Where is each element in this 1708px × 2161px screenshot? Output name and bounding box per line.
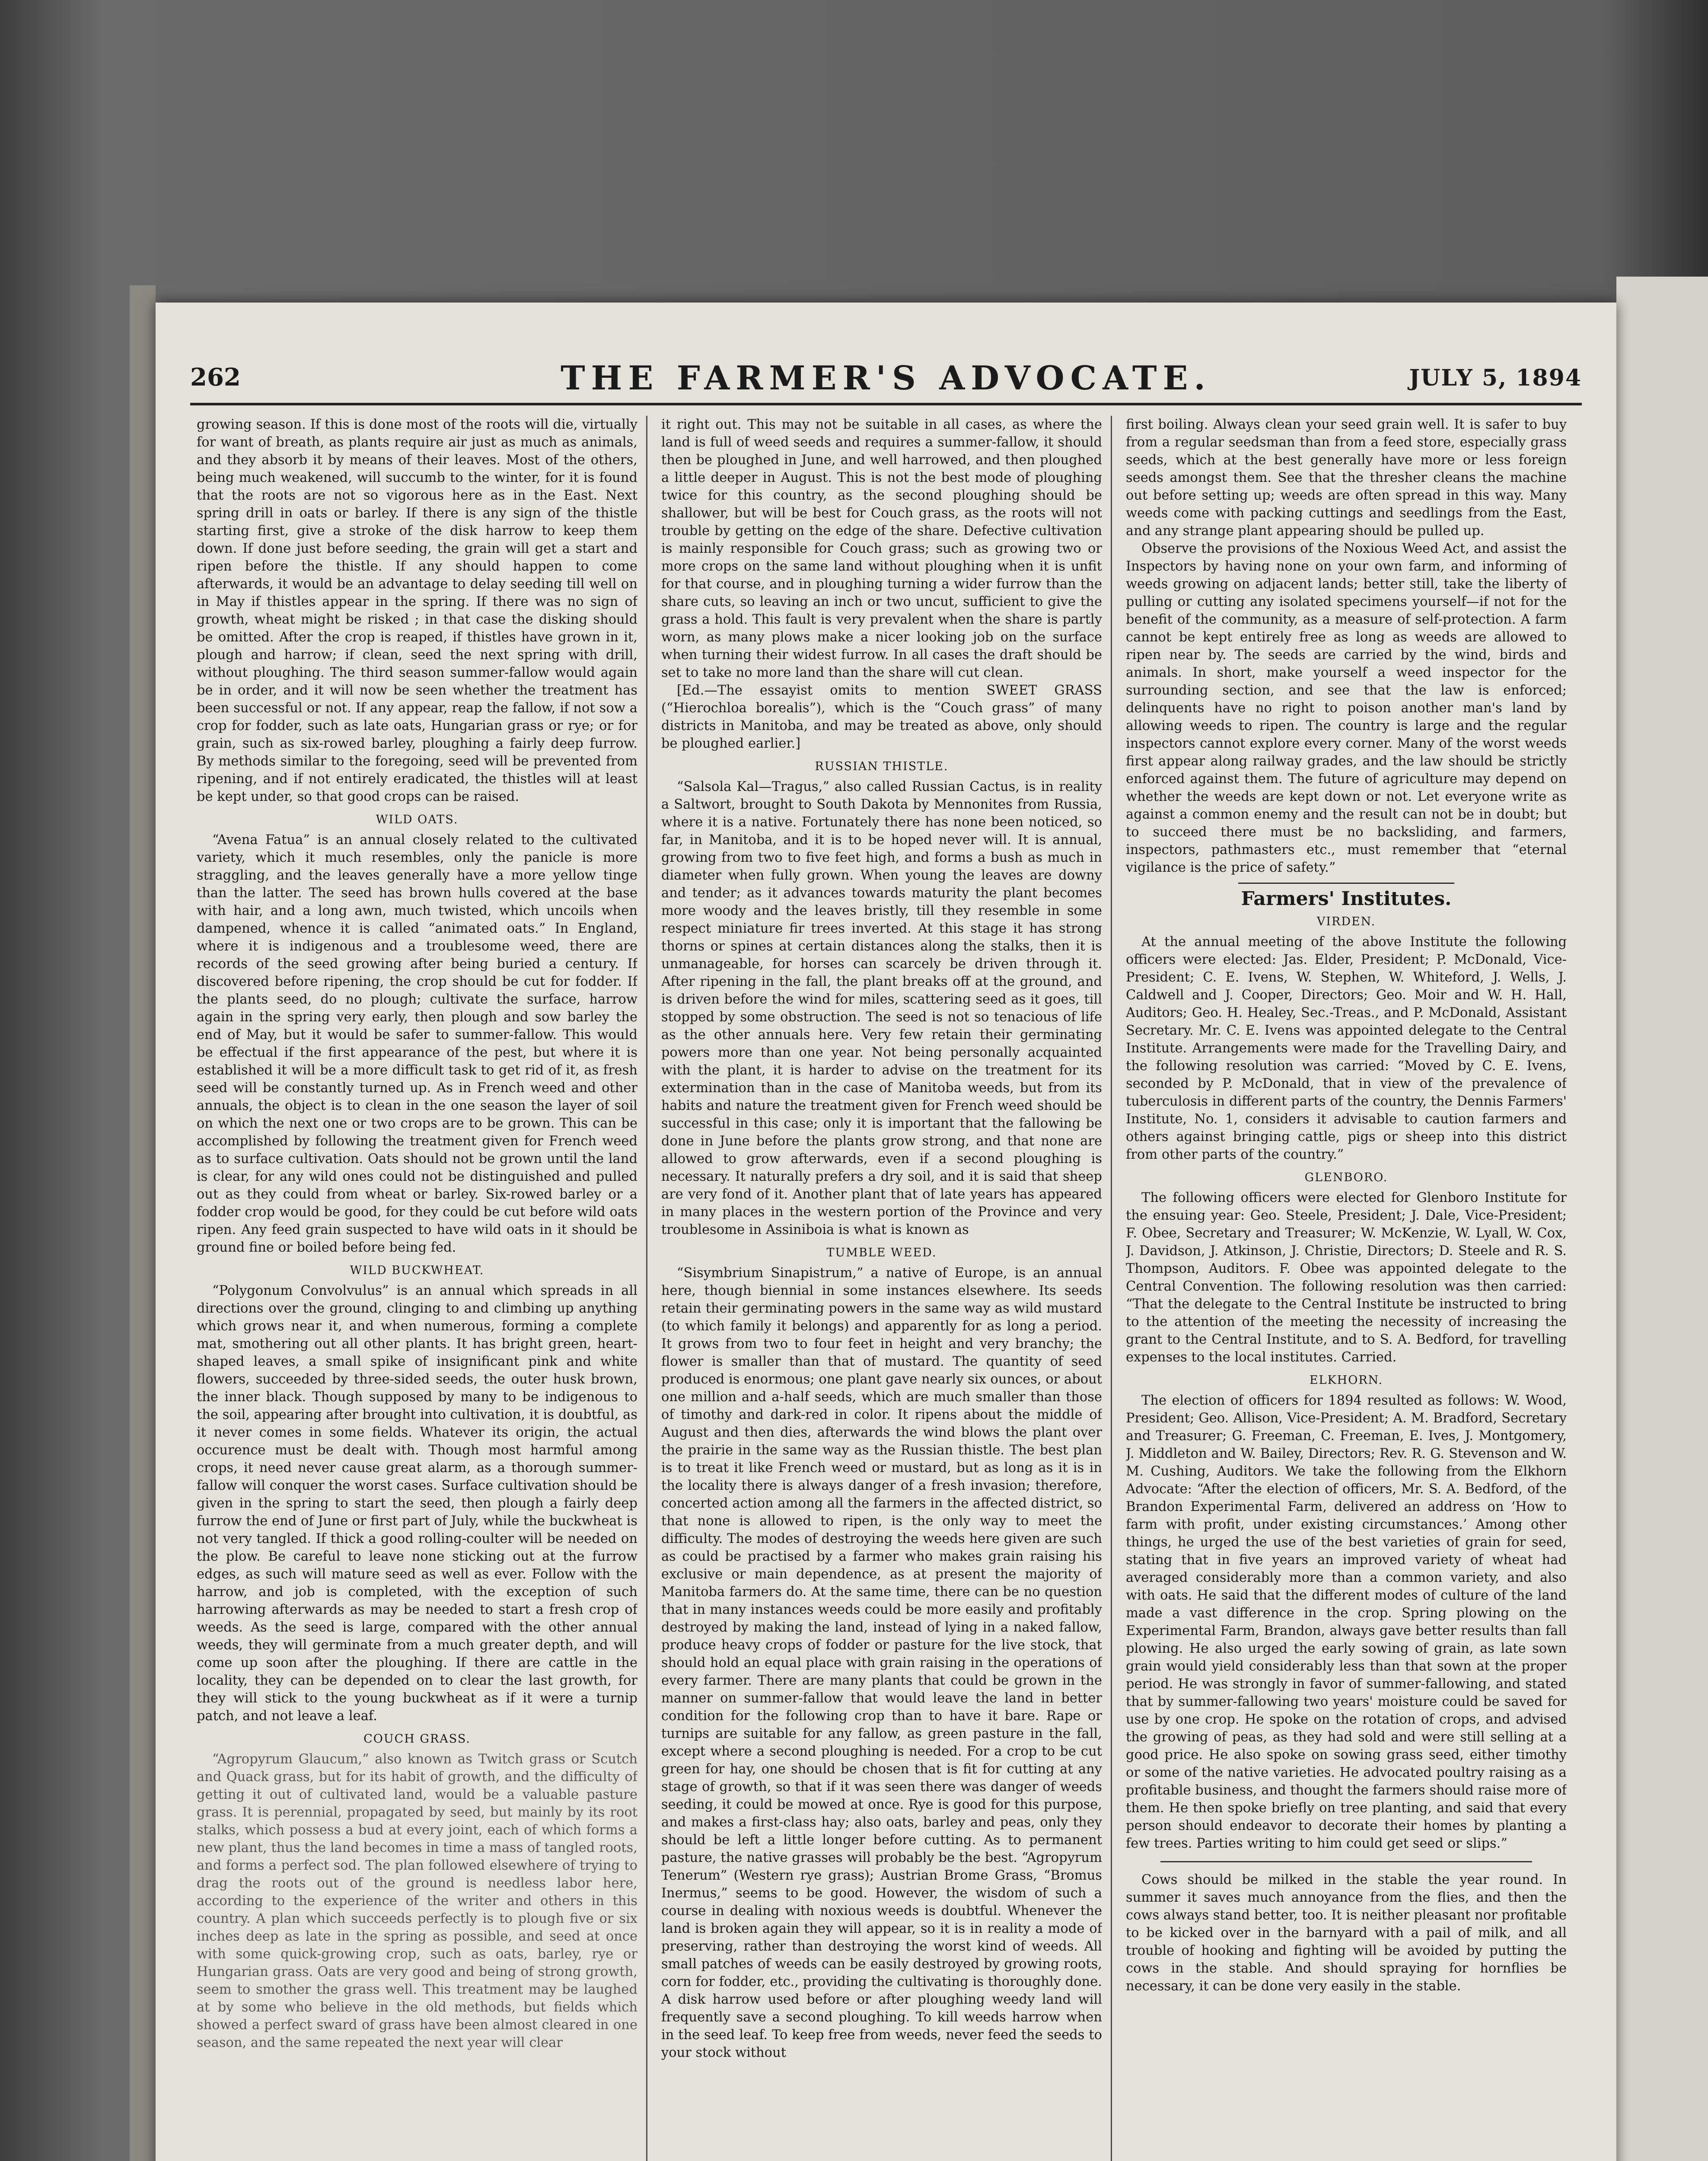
section-rule <box>1238 883 1454 884</box>
section-heading-russian-thistle: RUSSIAN THISTLE. <box>815 760 949 773</box>
section-rule <box>1160 1861 1532 1862</box>
paragraph: “Polygonum Convolvulus” is an annual which spreads in all directions over the ground, clinging to and climbing up anything which grows near it, and when numerous, forming a complete mat, smothering out all other plants. It has bright green, heart-shaped leaves, a small spike of insignificant pink and white flowers, succeeded by three-sided seeds, the outer husk brown, the inner black. Though supposed by many to be indigenous to the soil, appearing after brought into cultivation, it is doubtful, as it never comes in some fields. Whatever its origin, the actual occurence must be dealt with. Though most harmful among crops, it need never cause great alarm, as a thorough summer-fallow will conquer the worst cases. Surface cultivation should be given in the spring to start the seed, then plough a fairly deep furrow the end of June or first part of July, while the buckwheat is not very tangled. If thick a good rolling-coulter will be needed on the plow. Be careful to leave none sticking out at the furrow edges, as such will mature seed as well as ever. Follow with the harrow, and job is completed, with the exception of such harrowing afterwards as may be needed to start a fresh crop of weeds. As the seed is large, compared with the other annual weeds, they will germinate from a much greater depth, and will come up soon after the ploughing. If there are cattle in the locality, they can be depended on to clear the last growth, for they will stick to the young buckwheat as if it were a turnip patch, and not leave a leaf. <box>197 1283 637 1724</box>
newspaper-page <box>156 303 1616 2161</box>
paragraph: “Sisymbrium Sinapistrum,” a native of Europe, is an annual here, though biennial in some instances elsewhere. Its seeds retain their germinating powers in the same way as wild mustard (to which family it belongs) and apparently for as long a period. It grows from two to four feet in height and very branchy; the flower is smaller than that of mustard. The quantity of seed produced is enormous; one plant gave nearly six ounces, or about one million and a-half seeds, which are much smaller than those of timothy and dark-red in color. It ripens about the middle of August and then dies, afterwards the wind blows the plant over the prairie in the same way as the Russian thistle. The best plan is to treat it like French weed or mustard, but as long as it is in the locality there is always danger of a fresh invasion; therefore, concerted action among all the farmers in the affected district, so that none is allowed to ripen, is the only way to meet the difficulty. The modes of destroying the weeds here given are such as could be practised by a farmer who makes grain raising his exclusive or main dependence, as at present the majority of Manitoba farmers do. At the same time, there can be no question that in many instances weeds could be more easily and profitably destroyed by making the land, instead of lying in a naked fallow, produce heavy crops of fodder or pasture for the live stock, that should hold an equal place with grain raising in the operations of every farmer. There are many plants that could be grown in the manner on summer-fallow that would leave the land in better condition for the following crop than to have it bare. Rape or turnips are suitable for any fallow, as green pasture in the fall, except where a second ploughing is needed. For a crop to be cut green for hay, one should be chosen that is fit for cutting at any stage of growth, so that if it was seen there was danger of weeds seeding, it could be mowed at once. Rye is good for this purpose, and makes a first-class hay; also oats, barley and peas, only they should be left a little longer before cutting. As to permanent pasture, the native grasses will probably be the best. “Agropyrum Tenerum” (Western rye grass); Austrian Brome Grass, “Bromus Inermus,” seems to be good. However, the wisdom of such a course in dealing with noxious weeds is doubtful. Whenever the land is broken again they will appear, so it is in reality a mode of preserving, rather than destroying the worst kind of weeds. All small patches of weeds can be easily destroyed by growing roots, corn for fodder, etc., providing the cultivating is thoroughly done. A disk harrow used before or after ploughing weedy land will frequently save a second ploughing. To kill weeds harrow when in the seed leaf. To keep free from weeds, never feed the seeds to your stock without <box>661 1265 1102 2060</box>
paragraph: it right out. This may not be suitable in all cases, as where the land is full of weed seeds and requires a summer-fallow, it should then be ploughed in June, and well harrowed, and then ploughed a little deeper in August. This is not the best mode of ploughing twice for this country, as the second ploughing should be shallower, but will be best for Couch grass, as the roots will not trouble by getting on the edge of the share. Defective cultivation is mainly responsible for Couch grass; such as growing two or more crops on the same land without ploughing when it is unfit for that course, and in ploughing turning a wider furrow than the share cuts, so leaving an inch or two uncut, sufficient to give the grass a hold. This fault is very prevalent when the share is partly worn, as many plows make a nicer looking job on the surface when turning their widest furrow. In all cases the draft should be set to take no more land than the share will cut clean. <box>661 417 1102 680</box>
paragraph: Observe the provisions of the Noxious Weed Act, and assist the Inspectors by having none on your own farm, and informing of weeds growing on adjacent lands; better still, take the liberty of pulling or cutting any isolated specimens yourself—if not for the benefit of the community, as a measure of self-protection. A farm cannot be kept entirely free as long as weeds are allowed to ripen near by. The seeds are carried by the wind, birds and animals. In short, make yourself a weed inspector for the surrounding section, and see that the law is enforced; delinquents have no right to poison another man's land by allowing weeds to ripen. The country is large and the regular inspectors cannot explore every corner. Many of the worst weeds first appear along railway grades, and the law should be strictly enforced against them. The future of agriculture may depend on whether the weeds are kept down or not. Let everyone write as against a common enemy and the result can not be in doubt; but to succeed there must be no backsliding, and farmers, inspectors, pathmasters etc., must remember that “eternal vigilance is the price of safety.” <box>1126 541 1567 875</box>
paragraph: “Salsola Kal—Tragus,” also called Russian Cactus, is in reality a Saltwort, brought to South Dakota by Mennonites from Russia, where it is a native. Fortunately there has none been noticed, so far, in Manitoba, and it is to be hoped never will. It is annual, growing from two to five feet high, and forms a bush as much in diameter when fully grown. When young the leaves are downy and tender; as it advances towards maturity the plant becomes more woody and the leaves bristly, till they resemble in some respect miniature fir trees inverted. At this stage it has strong thorns or spines at certain distances along the stalks, then it is unmanageable, for horses can scarcely be driven through it. After ripening in the fall, the plant breaks off at the ground, and is driven before the wind for miles, scattering seed as it goes, till stopped by some obstruction. The seed is not so tenacious of life as the other annuals here. Very few retain their germinating powers more than one year. Not being personally acquainted with the plant, it is harder to advise on the treatment for its extermination than in the case of Manitoba weeds, but from its habits and nature the treatment given for French weed should be successful in this case; only it is important that the fallowing be done in June before the plants grow strong, and that none are allowed to grow afterwards, even if a second ploughing is necessary. It naturally prefers a dry soil, and it is said that sheep are very fond of it. Another plant that of late years has appeared in many places in the western portion of the Province and very troublesome in Assiniboia is what is known as <box>661 779 1102 1237</box>
paragraph: The election of officers for 1894 resulted as follows: W. Wood, President; Geo. Allison, Vice-President; A. M. Bradford, Secretary and Treasurer; G. Freeman, C. Freeman, E. Ives, J. Montgomery, J. Middleton and W. Bailey, Directors; Rev. R. G. Stevenson and W. M. Cushing, Auditors. We take the following from the Elkhorn Advocate: “After the election of officers, Mr. S. A. Bedford, of the Brandon Experimental Farm, delivered an address on ‘How to farm with profit, under existing circumstances.’ Among other things, he urged the use of the best varieties of grain for seed, stating that in five years an improved variety of wheat had averaged considerably more than a common variety, and also with oats. He said that the different modes of culture of the land made a vast difference in the crop. Spring plowing on the Experimental Farm, Brandon, always gave better results than fall plowing. He also urged the early sowing of grain, as late sown grain would yield considerably less than that sown at the proper period. He was strongly in favor of summer-fallowing, and stated that by summer-fallowing two years' moisture could be saved for use by one crop. He spoke on the rotation of crops, and advised the growing of peas, as they had sold and were still selling at a good price. He also spoke on sowing grass seed, either timothy or some of the native varieties. He advocated poultry raising as a profitable business, and thought the farmers should raise more of them. He then spoke briefly on tree planting, and said that every person should endeavor to decorate their homes by planting a few trees. Parties writing to him could get seed or slips.” <box>1126 1393 1567 1851</box>
binding-edge <box>130 285 156 2161</box>
masthead-rule <box>190 403 1582 405</box>
editor-note: [Ed.—The essayist omits to mention SWEET GRASS (“Hierochloa borealis”), which is the “Couch grass” of many districts in Manitoba, and may be treated as above, only should be ploughed earlier.] <box>661 683 1102 751</box>
masthead <box>190 359 1582 398</box>
column-divider <box>1111 416 1112 2161</box>
column-2 <box>661 416 1102 2161</box>
next-page-edge <box>1616 277 1708 2161</box>
subheading-elkhorn: ELKHORN. <box>1309 1374 1383 1387</box>
section-title-farmers-institutes: Farmers' Institutes. <box>1241 888 1452 910</box>
paragraph: Cows should be milked in the stable the year round. In summer it saves much annoyance from the flies, and then the cows always stand better, too. It is neither pleasant nor profitable to be kicked over in the barnyard with a pail of milk, and all trouble of hooking and fighting will be avoided by putting the cows in the stable. And should spraying for hornflies be necessary, it can be done very easily in the stable. <box>1126 1872 1567 1994</box>
section-heading-couch-grass: COUCH GRASS. <box>363 1732 471 1746</box>
paragraph: “Avena Fatua” is an annual closely related to the cultivated variety, which it much resembles, only the panicle is more straggling, and the leaves generally have a more yellow tinge than the latter. The seed has brown hulls covered at the base with hair, and a long awn, much twisted, which uncoils when dampened, whence it is called “animated oats.” In England, where it is indigenous and a troublesome weed, there are records of the seed growing after being buried a century. If discovered before ripening, the crop should be cut for fodder. If the plants seed, do no plough; cultivate the surface, harrow again in the spring very early, then plough and sow barley the end of May, but it would be safer to summer-fallow. This would be effectual if the first appearance of the pest, but where it is established it will be a more difficult task to get rid of it, as fresh seed will be constantly turned up. As in French weed and other annuals, the object is to clean in the one season the layer of soil on which the next one or two crops are to be grown. This can be accomplished by following the treatment given for French weed as to surface cultivation. Oats should not be grown until the land is clear, for any wild ones could not be distinguished and pulled out as they could from wheat or barley. Six-rowed barley or a fodder crop would be good, for they could be cut before wild oats ripen. Any feed grain suspected to have wild oats in it should be ground fine or boiled before being fed. <box>197 832 637 1255</box>
publication-title: THE FARMER'S ADVOCATE. <box>561 359 1211 397</box>
paragraph: The following officers were elected for Glenboro Institute for the ensuing year: Geo. Steele, President; J. Dale, Vice-President; F. Obee, Secretary and Treasurer; W. McKenzie, W. Lyall, W. Cox, J. Davidson, J. Atkinson, J. Christie, Directors; D. Steele and R. S. Thompson, Auditors. F. Obee was appointed delegate to the Central Convention. The following resolution was then carried: “That the delegate to the Central Institute be instructed to bring to the attention of the meeting the necessity of increasing the grant to the Central Institute, and to S. A. Bedford, for travelling expenses to the local institutes. Carried. <box>1126 1190 1567 1365</box>
issue-date: JULY 5, 1894 <box>1409 365 1582 391</box>
subheading-glenboro: GLENBORO. <box>1304 1171 1388 1184</box>
page-number: 262 <box>190 363 241 392</box>
column-divider <box>646 416 647 2161</box>
column-1 <box>197 416 637 2161</box>
section-heading-tumble-weed: TUMBLE WEED. <box>826 1246 937 1259</box>
column-3 <box>1126 416 1567 2161</box>
subheading-virden: VIRDEN. <box>1316 915 1376 928</box>
paragraph: At the annual meeting of the above Institute the following officers were elected: Jas. Elder, President; P. McDonald, Vice-President; C. E. Ivens, W. Stephen, W. Whiteford, J. Wells, J. Caldwell and J. Cooper, Directors; Geo. Moir and W. H. Hall, Auditors; Geo. H. Healey, Sec.-Treas., and P. McDonald, Assistant Secretary. Mr. C. E. Ivens was appointed delegate to the Central Institute. Arrangements were made for the Travelling Dairy, and the following resolution was carried: “Moved by C. E. Ivens, seconded by P. McDonald, that in view of the prevalence of tuberculosis in different parts of the country, the Dennis Farmers' Institute, No. 1, considers it advisable to caution farmers and others against bringing cattle, pigs or sheep into this district from other parts of the country.” <box>1126 934 1567 1162</box>
section-heading-wild-oats: WILD OATS. <box>376 813 459 826</box>
paragraph: “Agropyrum Glaucum,” also known as Twitch grass or Scutch and Quack grass, but for its habit of growth, and the difficulty of getting it out of cultivated land, would be a valuable pasture grass. It is perennial, propagated by seed, but mainly by its root stalks, which possess a bud at every joint, each of which forms a new plant, thus the land becomes in time a mass of tangled roots, and forms a perfect sod. The plan followed elsewhere of trying to drag the roots out of the ground is needless labor here, according to the experience of the writer and others in this country. A plan which succeeds perfectly is to plough five or six inches deep as late in the spring as possible, and seed at once with some quick-growing crop, such as oats, barley, rye or Hungarian grass. Oats are very good and being of strong growth, seem to smother the grass well. This treatment may be laughed at by some who believe in the old methods, but fields which showed a perfect sward of grass have been almost cleared in one season, and the same repeated the next year will clear <box>197 1752 637 2050</box>
paragraph: growing season. If this is done most of the roots will die, virtually for want of breath, as plants require air just as much as animals, and they absorb it by means of their leaves. Most of the others, being much weakened, will succumb to the winter, for it is found that the roots are not so vigorous here as in the East. Next spring drill in oats or barley. If there is any sign of the thistle starting first, give a stroke of the disk harrow to keep them down. If done just before seeding, the grain will get a start and ripen before the thistle. If any should happen to come afterwards, it would be an advantage to delay seeding till well on in May if thistles appear in the spring. If there was no sign of growth, wheat might be risked ; in that case the disking should be omitted. After the crop is reaped, if thistles have grown in it, plough and harrow; if clean, seed the next spring with drill, without ploughing. The third season summer-fallow would again be in order, and it will now be seen whether the treatment has been successful or not. If any appear, reap the fallow, if not sow a crop for fodder, such as late oats, Hungarian grass or rye; or for grain, such as six-rowed barley, ploughing a fairly deep furrow. By methods similar to the foregoing, seed will be prevented from ripening, and if not entirely eradicated, the thistles will at least be kept under, so that good crops can be raised. <box>197 417 637 804</box>
section-heading-wild-buckwheat: WILD BUCKWHEAT. <box>350 1264 484 1277</box>
paragraph: first boiling. Always clean your seed grain well. It is safer to buy from a regular seedsman than from a feed store, especially grass seeds, which at the best generally have more or less foreign seeds amongst them. See that the thresher cleans the machine out before setting up; weeds are often spread in this way. Many weeds come with packing cuttings and seedlings from the East, and any strange plant appearing should be pulled up. <box>1126 417 1567 539</box>
